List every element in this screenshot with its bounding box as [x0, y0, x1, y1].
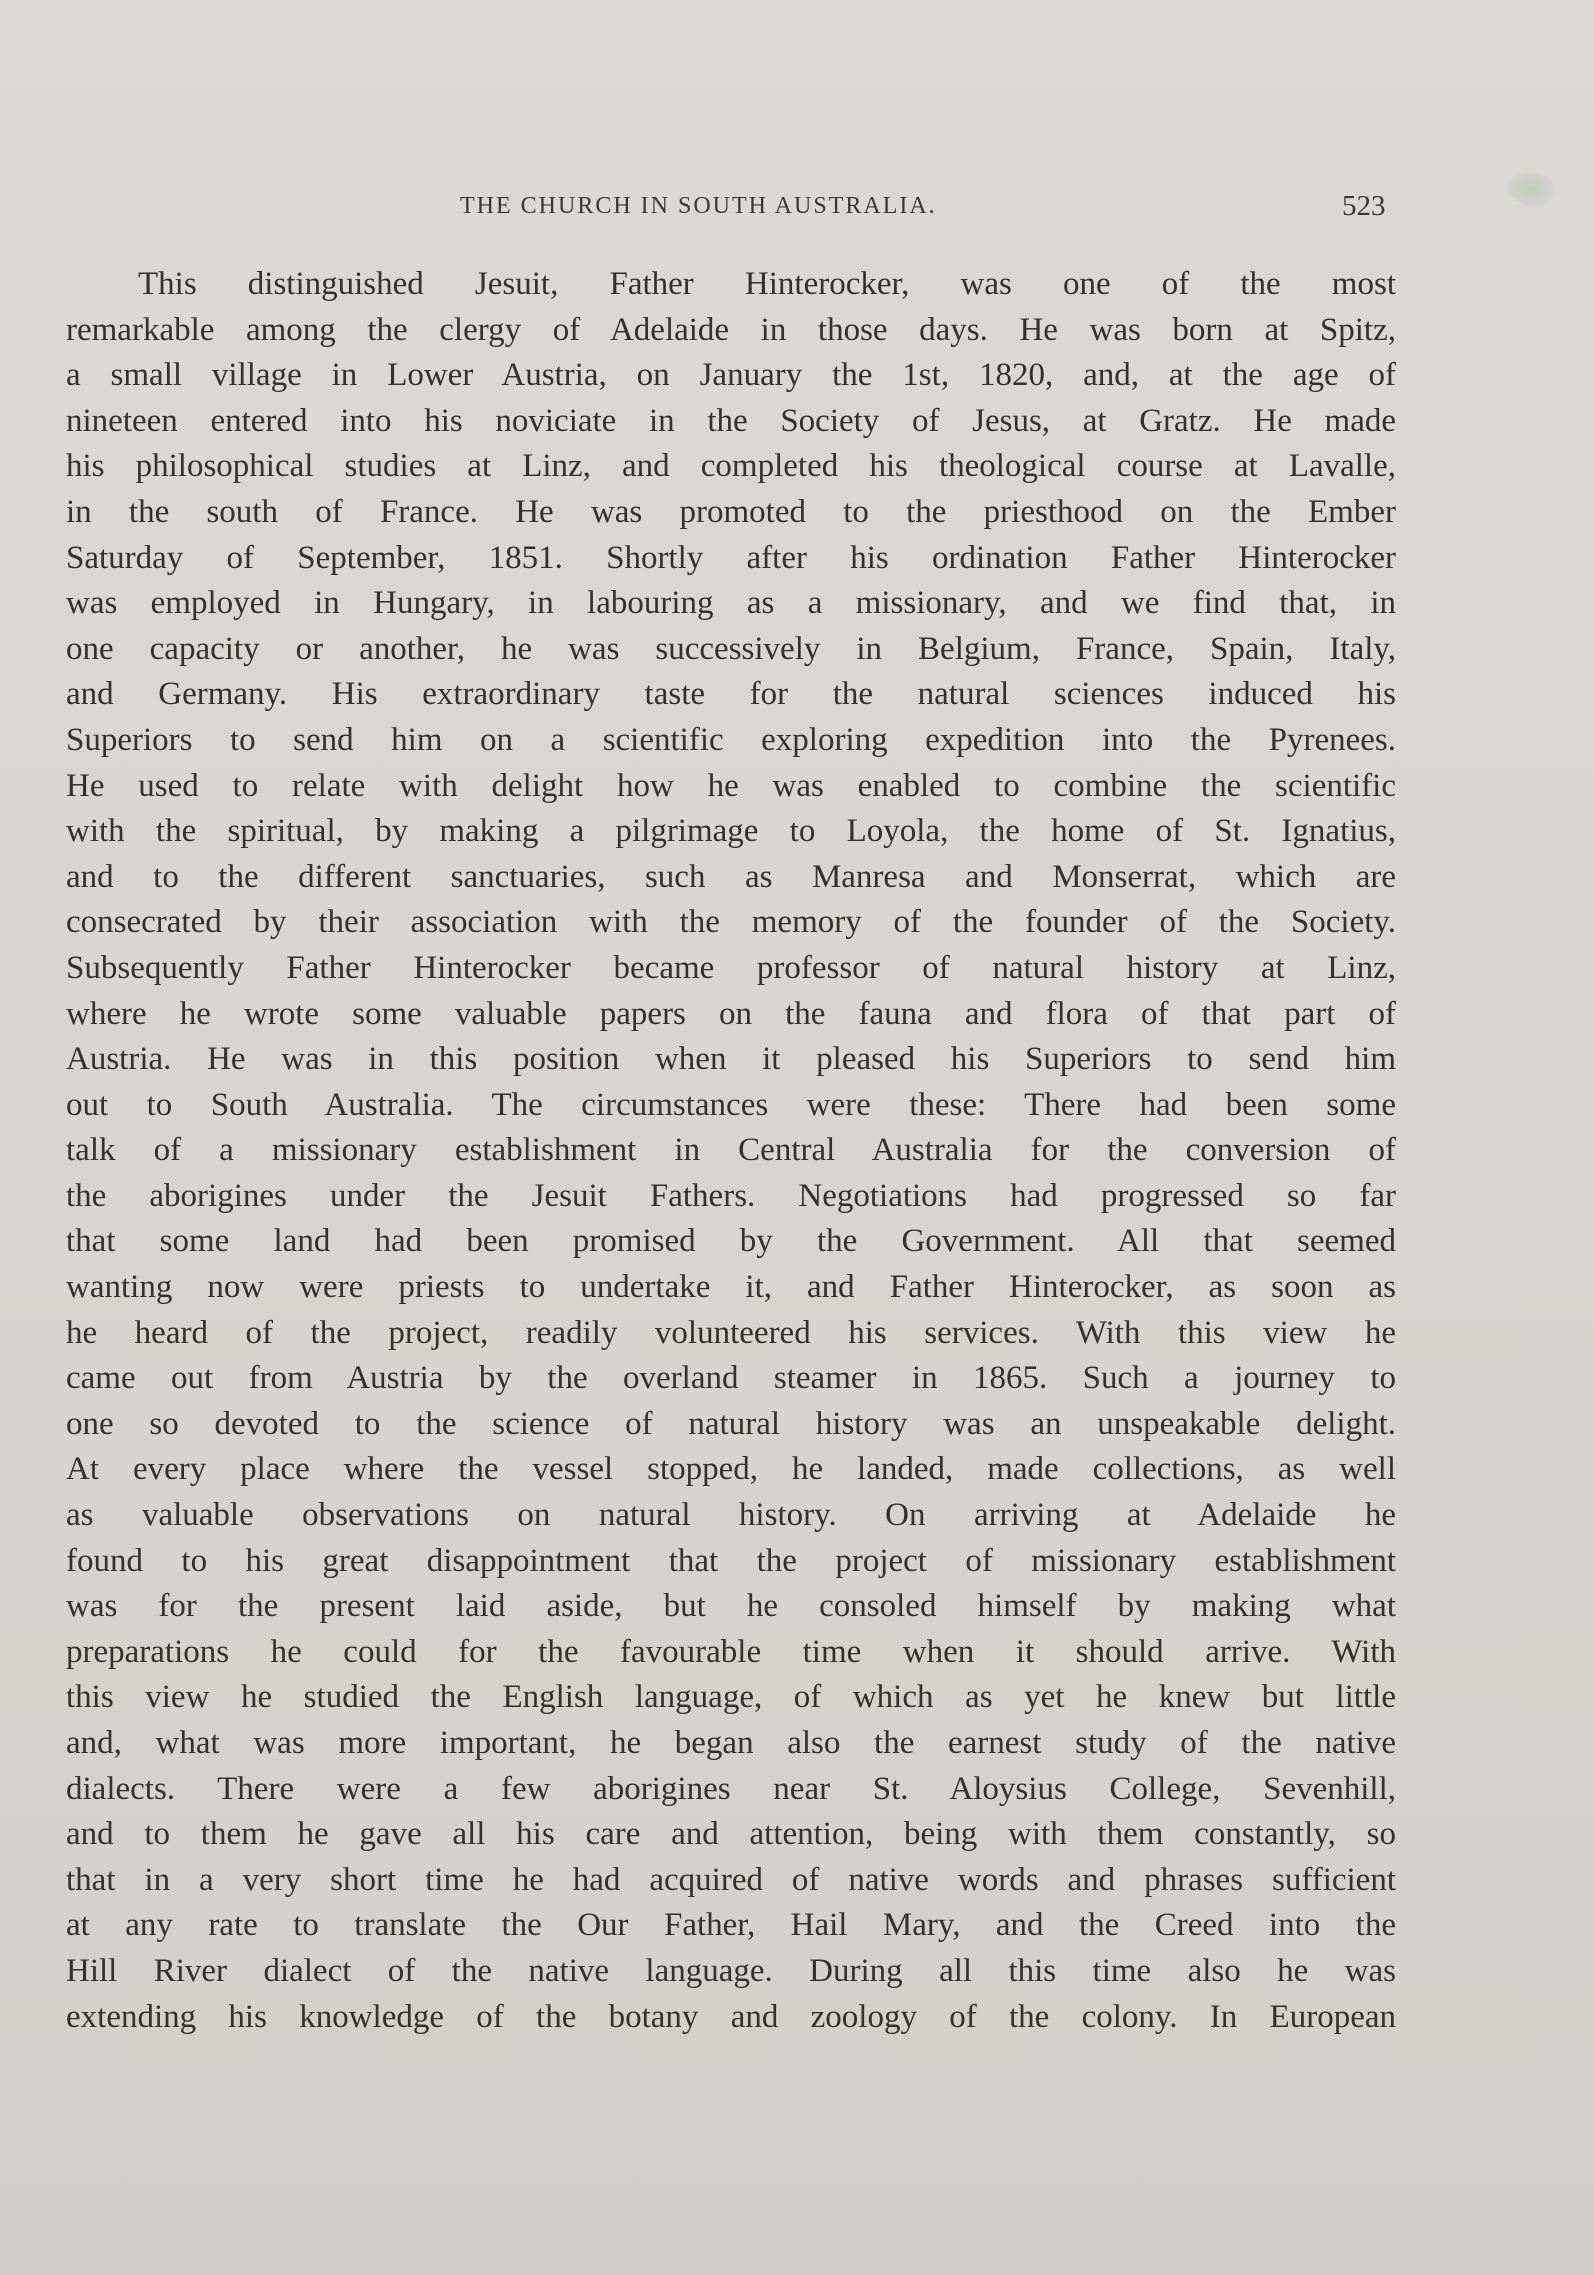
text-line: came out from Austria by the overland steamer in 1865. Such a journey to — [66, 1360, 1396, 1397]
text-line: his philosophical studies at Linz, and completed his theological course at Lavalle, — [66, 448, 1396, 485]
text-line: that some land had been promised by the Government. All that seemed — [66, 1223, 1396, 1260]
text-line: out to South Australia. The circumstances were these: There had been some — [66, 1086, 1396, 1123]
text-line: At every place where the vessel stopped, he landed, made collections, as well — [66, 1451, 1396, 1488]
text-line: preparations he could for the favourable time when it should arrive. With — [66, 1633, 1396, 1670]
text-line: one capacity or another, he was successively in Belgium, France, Spain, Italy, — [66, 630, 1396, 667]
text-line: at any rate to translate the Our Father, Hail Mary, and the Creed into the — [66, 1907, 1396, 1944]
text-line: where he wrote some valuable papers on the fauna and flora of that part of — [66, 995, 1396, 1032]
text-line: wanting now were priests to undertake it, and Father Hinterocker, as soon as — [66, 1269, 1396, 1306]
text-line: and Germany. His extraordinary taste for the natural sciences induced his — [66, 676, 1396, 713]
text-line: Hill River dialect of the native language. During all this time also he was — [66, 1952, 1396, 1989]
text-line: He used to relate with delight how he was enabled to combine the scientific — [66, 767, 1396, 804]
text-line: as valuable observations on natural history. On arriving at Adelaide he — [66, 1497, 1396, 1534]
text-line: this view he studied the English language, of which as yet he knew but little — [66, 1679, 1396, 1716]
text-line: Superiors to send him on a scientific exploring expedition into the Pyrenees. — [66, 721, 1396, 758]
text-line: he heard of the project, readily volunteered his services. With this view he — [66, 1314, 1396, 1351]
text-line: in the south of France. He was promoted to the priesthood on the Ember — [66, 493, 1396, 530]
text-line: consecrated by their association with the memory of the founder of the Society. — [66, 904, 1396, 941]
text-line: This distinguished Jesuit, Father Hinterocker, was one of the most — [138, 266, 1396, 302]
text-line: the aborigines under the Jesuit Fathers. Negotiations had progressed so far — [66, 1177, 1396, 1214]
text-line: and to them he gave all his care and attention, being with them constantly, so — [66, 1816, 1396, 1853]
text-line: remarkable among the clergy of Adelaide in those days. He was born at Spitz, — [66, 311, 1396, 348]
text-line: Subsequently Father Hinterocker became professor of natural history at Linz, — [66, 949, 1396, 986]
body-paragraph — [66, 262, 1396, 2040]
text-line: Austria. He was in this position when it pleased his Superiors to send him — [66, 1041, 1396, 1078]
text-line: with the spiritual, by making a pilgrimage to Loyola, the home of St. Ignatius, — [66, 813, 1396, 850]
text-line: Saturday of September, 1851. Shortly after his ordination Father Hinterocker — [66, 539, 1396, 576]
text-line: and, what was more important, he began also the earnest study of the native — [66, 1725, 1396, 1761]
text-line: and to the different sanctuaries, such as Manresa and Monserrat, which are — [66, 858, 1396, 895]
page-number: 523 — [1342, 190, 1386, 222]
text-line: was employed in Hungary, in labouring as a missionary, and we find that, in — [66, 585, 1396, 622]
running-title: THE CHURCH IN SOUTH AUSTRALIA. — [460, 193, 937, 219]
text-line: nineteen entered into his noviciate in the Society of Jesus, at Gratz. He made — [66, 402, 1396, 439]
text-line: talk of a missionary establishment in Central Australia for the conversion of — [66, 1132, 1396, 1169]
paper-stain — [1508, 172, 1554, 206]
text-line: extending his knowledge of the botany and zoology of the colony. In European — [66, 1998, 1396, 2035]
text-line: found to his great disappointment that the project of missionary establishment — [66, 1542, 1396, 1579]
text-line: a small village in Lower Austria, on January the 1st, 1820, and, at the age of — [66, 357, 1396, 394]
text-line: one so devoted to the science of natural history was an unspeakable delight. — [66, 1405, 1396, 1442]
text-line: dialects. There were a few aborigines near St. Aloysius College, Sevenhill, — [66, 1770, 1396, 1807]
text-line: was for the present laid aside, but he consoled himself by making what — [66, 1588, 1396, 1625]
text-line: that in a very short time he had acquired of native words and phrases sufficient — [66, 1861, 1396, 1898]
